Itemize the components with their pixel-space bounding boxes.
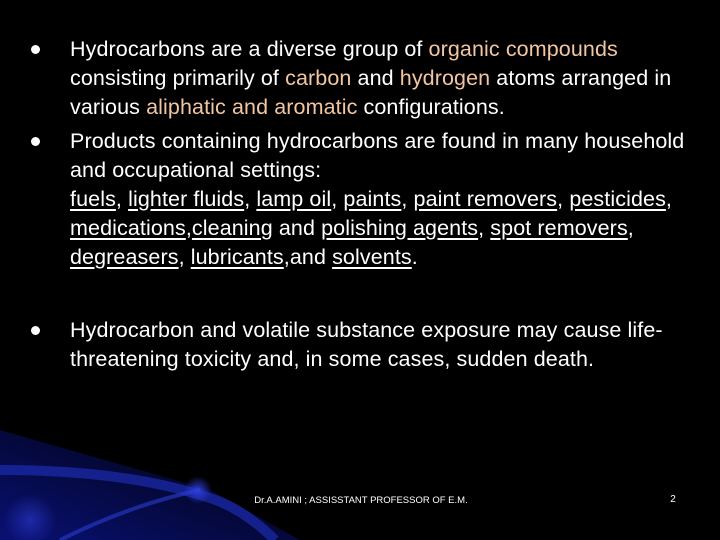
link-polishing-agents[interactable]: polishing agents [321, 216, 479, 240]
bullet-dot-icon [31, 45, 40, 54]
separator: and [272, 216, 322, 240]
page-number: 2 [670, 494, 676, 505]
link-medications[interactable]: medications [70, 216, 186, 240]
link-lighter-fluids[interactable]: lighter fluids [128, 187, 245, 211]
footer-author: Dr.A.AMINI ; ASSISSTANT PROFESSOR OF E.M. [254, 495, 468, 506]
highlight-aliphatic-aromatic: aliphatic and aromatic [146, 95, 358, 119]
separator: , [665, 187, 672, 211]
text-segment: configurations. [357, 95, 505, 119]
bullet-dot-icon [31, 137, 40, 146]
separator: , [627, 216, 634, 240]
link-solvents[interactable]: solvents [332, 245, 412, 269]
separator: , [478, 216, 491, 240]
highlight-organic-compounds: organic compounds [428, 37, 618, 61]
link-fuels[interactable]: fuels [70, 187, 116, 211]
text-segment: Hydrocarbons are a diverse group of [70, 37, 429, 61]
bullet-dot-icon [31, 326, 40, 335]
separator: , [244, 187, 257, 211]
separator: . [411, 245, 418, 269]
glow-dot-shape [184, 476, 212, 504]
text-segment: consisting primarily of [70, 66, 286, 90]
separator: , [178, 245, 191, 269]
link-paint-removers[interactable]: paint removers [413, 187, 558, 211]
products-intro-text: Products containing hydrocarbons are found in many household and occupational settings: [70, 129, 685, 182]
text-segment: atoms arranged in various [70, 66, 672, 119]
link-paints[interactable]: paints [343, 187, 402, 211]
link-lubricants[interactable]: lubricants [190, 245, 284, 269]
separator: ,and [283, 245, 333, 269]
highlight-hydrogen: hydrogen [399, 66, 491, 90]
bullet-hydrocarbons-definition [70, 35, 690, 122]
highlight-carbon: carbon [285, 66, 352, 90]
link-degreasers[interactable]: degreasers [70, 245, 179, 269]
text-segment: and [351, 66, 400, 90]
link-pesticides[interactable]: pesticides [569, 187, 666, 211]
separator: , [185, 216, 192, 240]
link-cleaning[interactable]: cleaning [191, 216, 273, 240]
separator: , [115, 187, 129, 211]
separator: , [557, 187, 570, 211]
separator: , [331, 187, 344, 211]
separator: , [401, 187, 414, 211]
link-spot-removers[interactable]: spot removers [490, 216, 628, 240]
bullet-products-list [70, 127, 690, 272]
link-lamp-oil[interactable]: lamp oil [256, 187, 332, 211]
bullet-exposure-warning: Hydrocarbon and volatile substance exposure may cause life-threatening toxicity and, in some cases, sudden death. [70, 318, 663, 371]
